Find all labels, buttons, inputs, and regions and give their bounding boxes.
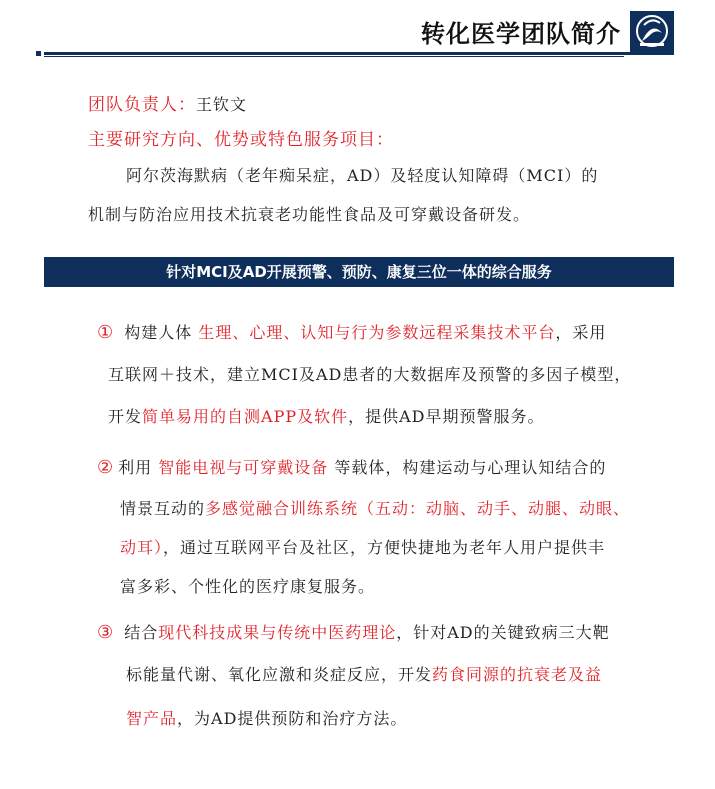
item1-highlight-a: 生理、心理、认知与行为参数远程采集技术平台	[198, 323, 556, 342]
section-banner: 针对MCI及AD开展预警、预防、康复三位一体的综合服务	[44, 257, 674, 287]
item2-text-c: 情景互动的	[120, 499, 206, 518]
item3-highlight-a: 现代科技成果与传统中医药理论	[158, 623, 397, 642]
item3-text-a: 结合	[118, 623, 159, 642]
item3-number: ③	[97, 622, 115, 643]
item2-line-3	[120, 535, 605, 558]
research-direction-heading: 主要研究方向、优势或特色服务项目：	[88, 130, 394, 150]
item1-line-3	[108, 404, 545, 427]
item3-highlight-c: 药食同源的抗衰老及益	[432, 665, 603, 684]
item2-text-d: ，通过互联网平台及社区，方便快捷地为老年人用户提供丰	[163, 538, 606, 557]
item2-number: ②	[97, 457, 115, 478]
research-line-2: 机制与防治应用技术抗衰老功能性食品及可穿戴设备研发。	[88, 205, 531, 224]
institution-logo-icon	[630, 11, 674, 53]
item2-highlight-c: 多感觉融合训练系统（五动：动脑、动手、动腿、动眼、	[205, 499, 631, 518]
page-title: 转化医学团队简介	[421, 20, 621, 48]
header-dot	[36, 51, 41, 56]
item1-highlight-c: 简单易用的自测APP及软件	[142, 407, 349, 426]
item1-number: ①	[97, 322, 115, 343]
item1-text-d: ，提供AD早期预警服务。	[348, 407, 545, 426]
item3-line-2	[126, 662, 602, 685]
item1-line-1	[97, 320, 606, 343]
item3-text-d: ，为AD提供预防和治疗方法。	[177, 709, 408, 728]
item2-text-a: 利用	[118, 458, 159, 477]
item2-highlight-d: 动耳）	[120, 538, 164, 557]
team-leader	[88, 90, 247, 115]
team-leader-name: 王钦文	[196, 95, 248, 114]
team-leader-label: 团队负责人：	[88, 95, 196, 115]
item2-highlight-a: 智能电视与可穿戴设备	[158, 458, 329, 477]
item3-highlight-d: 智产品	[126, 709, 178, 728]
item2-text-b: 等载体，构建运动与心理认知结合的	[328, 458, 607, 477]
item1-text-b: ，采用	[555, 323, 607, 342]
item2-line-2	[120, 496, 630, 519]
item3-line-1	[97, 620, 610, 643]
header-rule	[44, 52, 674, 55]
item2-line-1	[97, 455, 606, 478]
item3-text-c: 标能量代谢、氧化应激和炎症反应，开发	[126, 665, 433, 684]
header-rule-thin	[44, 56, 624, 57]
item3-line-3	[126, 706, 407, 729]
item2-line-4: 富多彩、个性化的医疗康复服务。	[120, 577, 376, 596]
item1-line-2: 互联网＋技术，建立MCI及AD患者的大数据库及预警的多因子模型，	[108, 365, 632, 384]
research-line-1: 阿尔茨海默病（老年痴呆症，AD）及轻度认知障碍（MCI）的	[126, 166, 599, 185]
item1-text-c: 开发	[108, 407, 143, 426]
item3-text-b: ，针对AD的关键致病三大靶	[396, 623, 610, 642]
item1-text-a: 构建人体	[118, 323, 199, 342]
